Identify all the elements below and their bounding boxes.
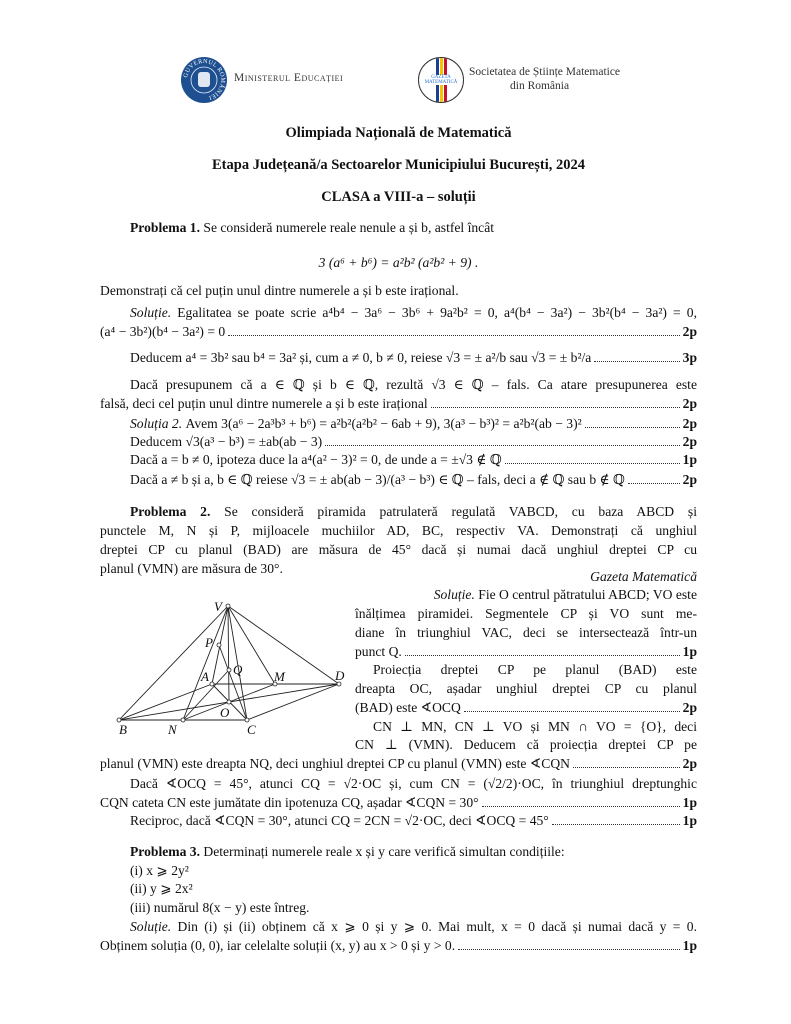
point-Q	[227, 668, 231, 672]
point-N	[181, 718, 185, 722]
p2-solution-line-5: Proiecția dreptei CP pe planul (BAD) este	[373, 662, 697, 677]
problem-1-equation: 3 (a⁶ + b⁶) = a²b² (a²b² + 9) .	[318, 255, 479, 270]
problem-2-statement-2: punctele M, N și P, mijloacele muchiilor AD, BC, respectiv VA. Demonstrați că unghiul	[100, 523, 697, 538]
edge-VB	[119, 606, 228, 720]
p1-solution-line-2	[100, 323, 697, 341]
label-D: D	[335, 668, 345, 683]
contest-title: Olimpiada Națională de Matematică	[285, 125, 512, 141]
dot-leader	[585, 426, 680, 428]
p2-r4-text: punct Q.	[355, 644, 402, 659]
problem-3-text: Determinați numerele reale x și y care verifică simultan condițiile:	[203, 844, 565, 859]
dot-leader	[458, 948, 680, 950]
p2-solution-line-13	[130, 812, 697, 830]
points: 2p	[682, 324, 697, 339]
p1-line-1-text: Egalitatea se poate scrie a⁴b⁴ − 3a⁶ − 3b⁶ + 9a²b² = 0, a⁴(b⁴ − 3a²) − 3b²(b⁴ − 3a²) = 0,	[177, 305, 697, 320]
p1-line-3-text: Deducem a⁴ = 3b² sau b⁴ = 3a² și, cum a ≠ 0, b ≠ 0, reiese √3 = ± a²/b sau √3 = ± b²/a	[130, 350, 592, 365]
p2-solution-line-10	[100, 755, 697, 773]
p1-line-9-text: Dacă a ≠ b și a, b ∈ ℚ reiese √3 = ± ab(ab − 3)/(a³ − b³) ∈ ℚ – fals, deci a ∉ ℚ sau b ∉ ℚ	[130, 472, 625, 487]
society-logo	[418, 57, 464, 103]
points: 2p	[682, 472, 697, 487]
edge-AB	[119, 684, 212, 720]
problem-2-statement-4: planul (VMN) are măsura de 30°.	[100, 561, 283, 576]
p1-solution2-line-1	[130, 415, 697, 433]
points: 1p	[682, 644, 697, 659]
solution-label: Soluție.	[433, 587, 475, 602]
points: 1p	[682, 813, 697, 828]
dot-leader	[482, 805, 680, 807]
points: 2p	[682, 700, 697, 715]
p2-solution-line-7	[355, 699, 697, 717]
p1-line-2-text: (a⁴ − 3b²)(b⁴ − 3a²) = 0	[100, 324, 226, 339]
p3-l1-text: Din (i) și (ii) obținem că x ⩾ 0 și y ⩾ 0. Mai mult, x = 0 dacă și numai dacă y = 0.	[177, 919, 697, 934]
p2-solution-line-11: Dacă ∢OCQ = 45°, atunci CQ = √2·OC și, cum CN = (√2/2)·OC, în triunghiul dreptunghic	[130, 776, 697, 791]
p1-solution-line-5	[100, 395, 697, 413]
p1-solution-line-3	[130, 349, 697, 367]
ministry-logo	[180, 56, 228, 104]
label-V: V	[214, 599, 222, 614]
dot-leader	[594, 360, 679, 362]
gazeta-label: GAZETA MATEMATICĂ	[422, 75, 460, 85]
p1-line-7-text: Deducem √3(a³ − b³) = ±ab(ab − 3)	[130, 434, 323, 449]
p2-solution-line-3: diane în triunghiul VAC, deci se intersectează într-un	[355, 625, 697, 640]
points: 2p	[682, 756, 697, 771]
p2-solution-line-12	[100, 794, 697, 812]
problem-3-label: Problema 3.	[130, 844, 200, 859]
points: 2p	[682, 396, 697, 411]
solution-label: Soluție.	[130, 919, 172, 934]
p2-f4-text: Reciproc, dacă ∢CQN = 30°, atunci CQ = 2CN = √2·OC, deci ∢OCQ = 45°	[130, 813, 549, 828]
dot-leader	[552, 823, 680, 825]
problem-3-statement	[130, 843, 697, 861]
point-P	[217, 643, 221, 647]
condition-ii: (ii) y ⩾ 2x²	[130, 881, 193, 896]
point-V	[226, 604, 230, 608]
dot-leader	[405, 654, 680, 656]
points: 2p	[682, 416, 697, 431]
problem-1-label: Problema 1.	[130, 220, 200, 235]
p3-solution-line-2	[100, 937, 697, 955]
label-B: B	[119, 722, 127, 735]
p1-solution2-line-2	[130, 433, 697, 451]
dot-leader	[505, 462, 680, 464]
p1-solution2-line-4	[130, 471, 697, 489]
problem-2-statement-1	[130, 503, 697, 521]
p3-solution-line-1	[130, 918, 697, 936]
label-N: N	[168, 722, 177, 735]
condition-iii: (iii) numărul 8(x − y) este întreg.	[130, 900, 310, 915]
problem-1-statement	[130, 219, 697, 237]
problem-2-statement-3: dreptei CP cu planul (BAD) are măsura de 45° dacă și numai dacă unghiul dreptei CP cu	[100, 542, 697, 557]
dot-leader	[464, 710, 680, 712]
label-P: P	[205, 635, 213, 650]
p2-solution-line-6: dreapta OC, așadar unghiul dreptei CP cu planul	[355, 681, 697, 696]
points: 3p	[682, 350, 697, 365]
p3-l2-text: Obținem soluția (0, 0), iar celelalte soluții (x, y) au x > 0 și y > 0.	[100, 938, 456, 953]
label-O: O	[220, 705, 230, 720]
problem-2-text-1: Se consideră piramida patrulateră regulată VABCD, cu baza ABCD și	[224, 504, 697, 519]
dot-leader	[325, 444, 680, 446]
label-Q: Q	[233, 662, 243, 677]
p2-r7-text: (BAD) este ∢OCQ	[355, 700, 461, 715]
p2-solution-line-2: înălțimea piramidei. Segmentele CP și VO sunt me-	[355, 606, 697, 621]
point-A	[210, 682, 214, 686]
p1-solution-line-4: Dacă presupunem că a ∈ ℚ și b ∈ ℚ, rezultă √3 ∈ ℚ – fals. Ca atare presupunerea este	[130, 377, 697, 392]
p2-solution-line-1	[355, 586, 697, 604]
eagle-icon	[198, 72, 210, 87]
points: 1p	[682, 938, 697, 953]
points: 1p	[682, 795, 697, 810]
points: 1p	[682, 452, 697, 467]
solution-label: Soluție.	[130, 305, 172, 320]
ministry-seal-text-path: Guvernul României	[182, 57, 227, 102]
dot-leader	[628, 482, 680, 484]
dot-leader	[573, 766, 680, 768]
p1-line-6-text: Avem 3(a⁶ − 2a³b³ + b⁶) = a²b²(a²b² − 6ab + 9), 3(a³ − b³)² = a²b²(ab − 3)²	[185, 416, 582, 431]
p2-solution-line-8: CN ⊥ MN, CN ⊥ VO și MN ∩ VO = {O}, deci	[373, 719, 697, 734]
p2-r1-text: Fie O centrul pătratului ABCD; VO este	[478, 587, 697, 602]
p2-f1-text: planul (VMN) este dreapta NQ, deci unghiul dreptei CP cu planul (VMN) este ∢CQN	[100, 756, 570, 771]
p2-solution-line-4	[355, 643, 697, 661]
problem-1-question: Demonstrați că cel puțin unul dintre numerele a și b este irațional.	[100, 283, 459, 298]
problem-2-source: Gazeta Matematică	[590, 569, 697, 584]
dot-leader	[228, 334, 679, 336]
p2-f3-text: CQN cateta CN este jumătate din ipotenuza CQ, așadar ∢CQN = 30°	[100, 795, 479, 810]
class-title: CLASA a VIII-a – soluții	[321, 189, 476, 205]
p2-solution-line-9: CN ⊥ (VMN). Deducem că proiecția dreptei CP pe	[355, 737, 697, 752]
p1-line-8-text: Dacă a = b ≠ 0, ipoteza duce la a⁴(a² − 3)² = 0, de unde a = ±√3 ∉ ℚ	[130, 452, 502, 467]
p1-solution-line-1	[130, 304, 697, 322]
pyramid-figure	[100, 595, 360, 735]
condition-i: (i) x ⩾ 2y²	[130, 863, 189, 878]
label-A: A	[201, 669, 209, 684]
ministry-name: Ministerul Educației	[234, 72, 344, 84]
p1-line-5-text: falsă, deci cel puțin unul dintre numerele a și b este irațional	[100, 396, 428, 411]
society-name-line2: din România	[510, 80, 570, 92]
label-M: M	[274, 669, 285, 684]
label-C: C	[247, 722, 256, 735]
line-VO	[228, 606, 229, 702]
points: 2p	[682, 434, 697, 449]
point-O	[227, 700, 231, 704]
p1-solution2-line-3	[130, 451, 697, 469]
problem-2-label: Problema 2.	[130, 504, 211, 519]
problem-1-text: Se consideră numerele reale nenule a și b, astfel încât	[203, 220, 495, 235]
dot-leader	[431, 406, 680, 408]
stage-title: Etapa Județeană/a Sectoarelor Municipiului București, 2024	[212, 157, 585, 173]
solution-2-label: Soluția 2.	[130, 416, 183, 431]
society-name-line1: Societatea de Științe Matematice	[469, 66, 621, 78]
